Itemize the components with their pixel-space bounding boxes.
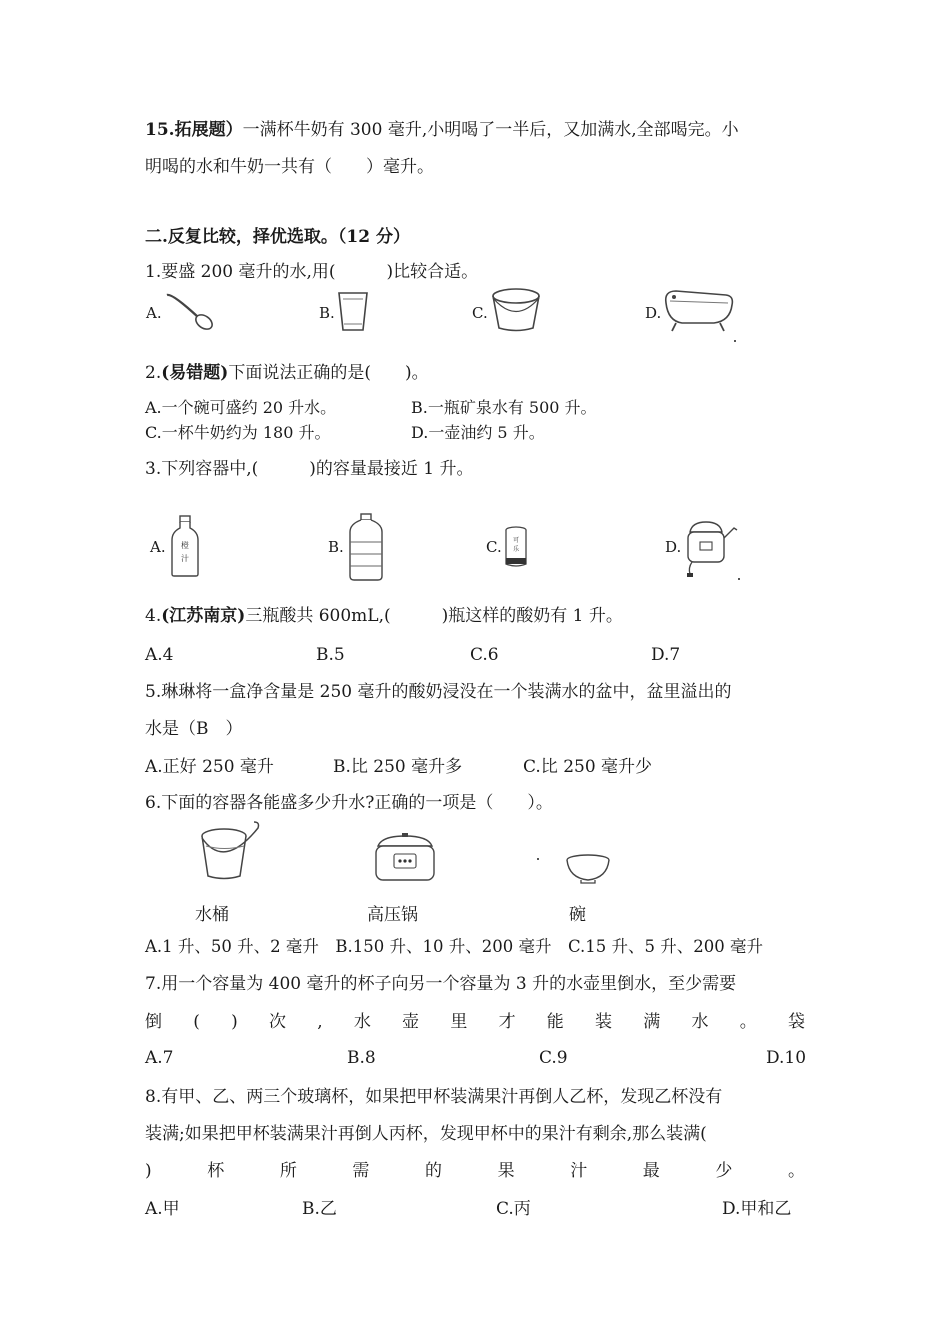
- q5-option-b: B.比 250 毫升多: [333, 757, 463, 777]
- q3-option-b: B.: [328, 538, 344, 556]
- q5-option-a: A.正好 250 毫升: [145, 757, 274, 777]
- section-title: 二.反复比较，择优选取。（12 分）: [145, 227, 410, 247]
- q6-text: 6.下面的容器各能盛多少升水?正确的一项是（ ）。: [145, 793, 553, 813]
- q7-word: 壶: [402, 1012, 420, 1032]
- q3-option-d: D.: [665, 538, 682, 556]
- stray-dot: [537, 858, 539, 860]
- q7-word: ): [231, 1012, 238, 1032]
- q2-option-b: B.一瓶矿泉水有 500 升。: [411, 398, 597, 417]
- q4-option-a: A.4: [145, 645, 174, 665]
- q3-text: 3.下列容器中,( )的容量最接近 1 升。: [145, 459, 474, 479]
- bottle-label-1: 橙: [181, 541, 189, 550]
- q8-word: 。: [787, 1161, 805, 1181]
- q7-line1: 7.用一个容量为 400 毫升的杯子向另一个容量为 3 升的水壶里倒水，至少需要: [145, 974, 737, 994]
- q8-option-b: B.乙: [302, 1199, 337, 1219]
- q8-line1: 8.有甲、乙、两三个玻璃杯，如果把甲杯装满果汁再倒人乙杯，发现乙杯没有: [145, 1087, 723, 1107]
- glass-cup-icon: [336, 290, 370, 332]
- q8-word: 所: [279, 1161, 297, 1181]
- q6-options: A.1 升、50 升、2 毫升 B.150 升、10 升、200 毫升 C.15 升、5 升、200 毫升: [145, 937, 763, 956]
- q8-line3: [145, 1161, 805, 1181]
- q8-word: 的: [425, 1161, 443, 1181]
- caption-bowl: 碗: [569, 905, 586, 925]
- q7-word: 。: [739, 1012, 757, 1032]
- q7-option-b: B.8: [347, 1048, 376, 1068]
- cola-can-icon: [504, 526, 528, 568]
- q1-option-d: D.: [645, 304, 662, 322]
- q4-option-c: C.6: [470, 645, 499, 665]
- q7-word: 才: [498, 1012, 516, 1032]
- q4-option-d: D.7: [651, 645, 681, 665]
- q2-option-c: C.一杯牛奶约为 180 升。: [145, 423, 331, 442]
- q1-option-c: C.: [472, 304, 488, 322]
- q8-word: ): [145, 1161, 152, 1181]
- q15-label: 15.拓展题）: [145, 120, 243, 140]
- bowl-icon: [565, 852, 611, 884]
- q7-word: 水: [353, 1012, 371, 1032]
- q7-word: ,: [317, 1012, 323, 1032]
- spoon-icon: [164, 292, 216, 332]
- q8-line2: 装满;如果把甲杯装满果汁再倒人丙杯，发现甲杯中的果汁有剩余,那么装满(: [145, 1124, 707, 1144]
- q1-option-a: A.: [146, 304, 162, 322]
- q8-word: 杯: [207, 1161, 225, 1181]
- q7-word: 次: [268, 1012, 286, 1032]
- q8-word: 最: [642, 1161, 660, 1181]
- q2-number: 2.: [145, 363, 162, 383]
- q7-line2: [145, 1012, 805, 1032]
- stray-dot: [734, 340, 736, 342]
- juice-bottle-icon: [170, 514, 200, 578]
- q1-option-b: B.: [319, 304, 335, 322]
- q15-line2: 明喝的水和牛奶一共有（ ）毫升。: [145, 157, 434, 177]
- q8-option-d: D.甲和乙: [722, 1199, 792, 1219]
- q1-text: 1.要盛 200 毫升的水,用( )比较合适。: [145, 262, 479, 282]
- q5-option-c: C.比 250 毫升少: [523, 757, 653, 777]
- q7-word: 能: [546, 1012, 564, 1032]
- bathtub-icon: [662, 287, 736, 333]
- q3-option-a: A.: [150, 538, 166, 556]
- q8-word: 需: [352, 1161, 370, 1181]
- q7-word: (: [193, 1012, 200, 1032]
- q2-stem: 下面说法正确的是( )。: [228, 363, 429, 383]
- q8-option-c: C.丙: [496, 1199, 531, 1219]
- q4-tag: (江苏南京): [161, 606, 246, 626]
- can-label-2: 乐: [512, 546, 520, 553]
- stray-dot: [738, 578, 740, 580]
- q3-option-c: C.: [486, 538, 502, 556]
- q15-text-1: 一满杯牛奶有 300 毫升,小明喝了一半后，又加满水,全部喝完。小: [242, 120, 739, 140]
- q8-option-a: A.甲: [145, 1199, 180, 1219]
- pail-icon: [198, 818, 264, 882]
- q7-word: 袋: [787, 1012, 805, 1032]
- q2-option-a: A.一个碗可盛约 20 升水。: [145, 398, 337, 417]
- q7-word: 水: [691, 1012, 709, 1032]
- q4-text: [145, 606, 623, 626]
- q2-text: [145, 363, 429, 383]
- q5-line2: 水是（B ）: [145, 719, 243, 739]
- q7-word: 装: [595, 1012, 613, 1032]
- q7-option-d: D.10: [766, 1048, 807, 1068]
- pressure-cooker-icon: [372, 832, 438, 884]
- caption-bucket: 水桶: [195, 905, 229, 925]
- q8-word: 果: [497, 1161, 515, 1181]
- q7-option-c: C.9: [539, 1048, 568, 1068]
- q15-line1: [145, 120, 739, 140]
- bottle-label-2: 汁: [181, 554, 189, 563]
- bucket-icon: [490, 285, 542, 333]
- q7-word: 满: [643, 1012, 661, 1032]
- q2-tag: (易错题): [161, 363, 229, 383]
- water-jug-icon: [346, 512, 386, 582]
- rice-cooker-icon: [682, 518, 740, 578]
- caption-pressure-cooker: 高压锅: [367, 905, 418, 925]
- q2-option-d: D.一壶油约 5 升。: [411, 423, 545, 442]
- q8-word: 汁: [570, 1161, 588, 1181]
- q4-stem: 三瓶酸共 600mL,( )瓶这样的酸奶有 1 升。: [245, 606, 623, 626]
- can-label-1: 可: [512, 537, 520, 544]
- q4-option-b: B.5: [316, 645, 345, 665]
- q7-option-a: A.7: [145, 1048, 174, 1068]
- q4-number: 4.: [145, 606, 162, 626]
- q5-line1: 5.琳琳将一盒净含量是 250 毫升的酸奶浸没在一个装满水的盆中，盆里溢出的: [145, 682, 732, 702]
- q8-word: 少: [715, 1161, 733, 1181]
- q7-word: 里: [450, 1012, 468, 1032]
- q7-word: 倒: [145, 1012, 162, 1032]
